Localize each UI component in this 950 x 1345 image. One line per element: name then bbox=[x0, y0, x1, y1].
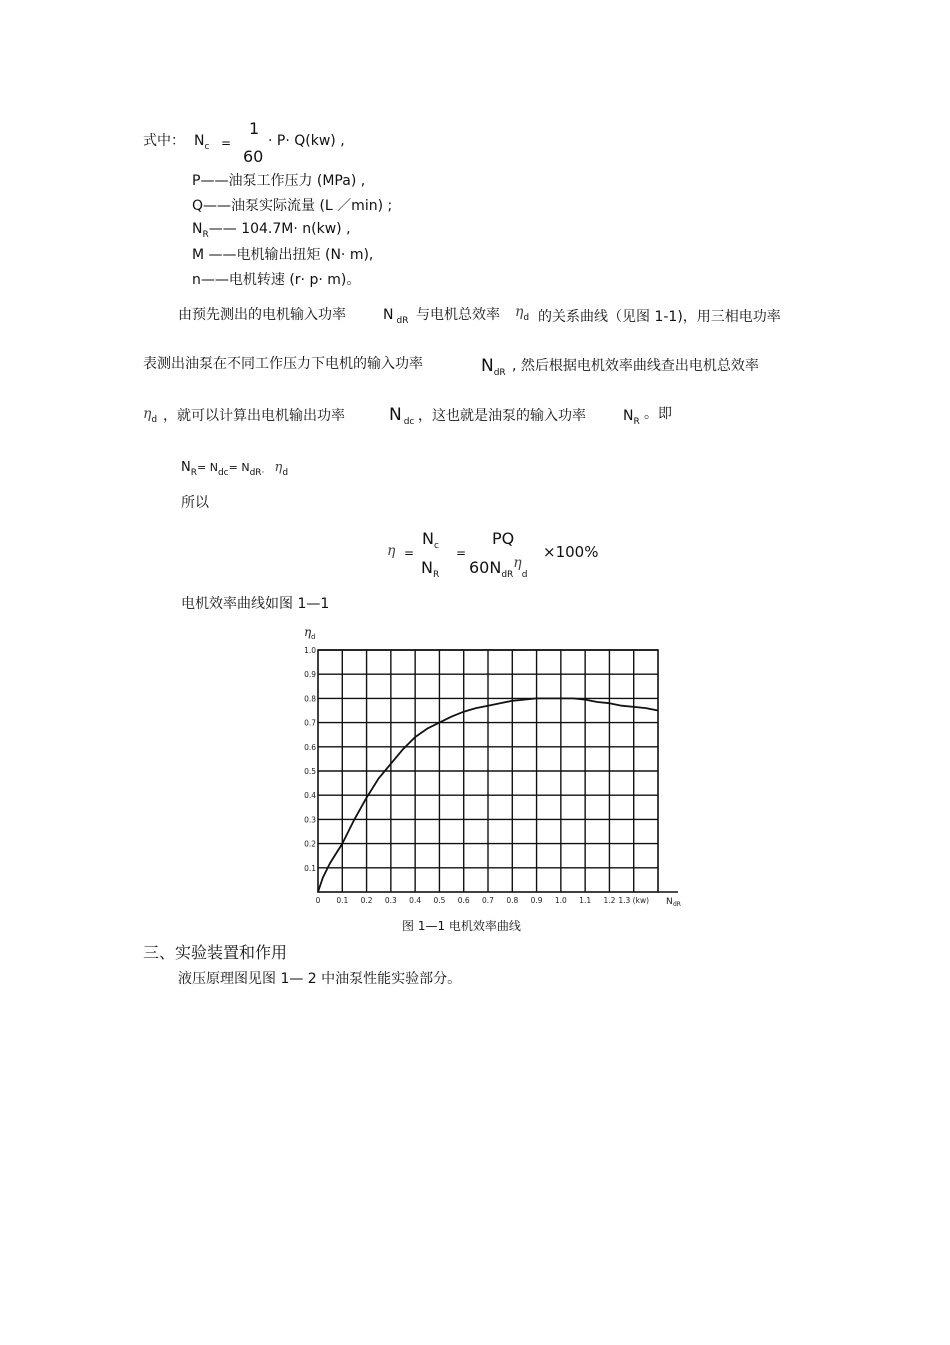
formula3-den1-sub: R bbox=[432, 570, 440, 580]
para-line1-eta bbox=[515, 303, 529, 323]
chart-x-tick-label: 0.8 bbox=[506, 896, 519, 905]
formula3-num1 bbox=[422, 530, 439, 551]
formula1-lhs-symbol: N bbox=[194, 133, 205, 149]
para-line3-eta-symbol: η bbox=[143, 406, 152, 422]
formula3-den2-sub: dR bbox=[501, 570, 514, 580]
chart-y-axis-label: η bbox=[304, 625, 312, 639]
formula1-lhs-sub: c bbox=[204, 142, 210, 152]
formula3-den1-symbol: N bbox=[421, 558, 433, 577]
chart-x-tick-label: 1.0 bbox=[554, 896, 567, 905]
chart-y-tick-label: 1.0 bbox=[304, 646, 316, 655]
chart-y-tick-label: 0.4 bbox=[304, 791, 316, 801]
para-line3-b: ，这也就是油泵的输入功率 bbox=[418, 408, 586, 424]
chart-y-tick-label: 0.3 bbox=[304, 815, 316, 825]
def-nr-sub: R bbox=[202, 230, 209, 240]
chart-y-tick-label: 0.1 bbox=[304, 863, 316, 873]
para-line1-a: 由预先测出的电机输入功率 bbox=[178, 307, 346, 323]
formula2-n2: = N bbox=[197, 461, 218, 474]
chart-x-axis-label: N bbox=[666, 897, 673, 907]
chart-x-tick-label: 0.6 bbox=[457, 896, 470, 905]
para-line2-ndr bbox=[481, 357, 506, 378]
formula3-num1-sub: c bbox=[433, 541, 439, 551]
formula1-lhs bbox=[194, 132, 209, 152]
chart-y-tick-label: 0.5 bbox=[304, 767, 316, 776]
formula3-eta: η bbox=[387, 543, 396, 559]
chart-y-axis-label-sub: d bbox=[311, 633, 316, 641]
formula2-eta: η bbox=[274, 460, 283, 475]
formula3-eq2: = bbox=[456, 546, 467, 560]
last-line: 液压原理图见图 1— 2 中油泵性能实验部分。 bbox=[178, 971, 462, 987]
formula3-num1-symbol: N bbox=[422, 529, 434, 548]
para-line1-ndr-sub: dR bbox=[396, 316, 409, 326]
para-line3-nr-sub: R bbox=[633, 417, 640, 427]
para-line2-a: 表测出油泵在不同工作压力下电机的输入功率 bbox=[143, 356, 423, 372]
formula3-den2-symbol: 60N bbox=[469, 558, 502, 577]
para-line2-b: , 然后根据电机效率曲线查出电机总效率 bbox=[512, 358, 759, 374]
para-line3-ndc-sub: dc bbox=[403, 417, 415, 427]
para-line1-ndr bbox=[383, 306, 408, 326]
def-q: Q——油泵实际流量 (L ／min) ; bbox=[192, 198, 393, 214]
para-line3-ndc-symbol: N bbox=[389, 405, 402, 425]
formula1-numerator: 1 bbox=[249, 119, 260, 138]
para-line3-nr bbox=[623, 407, 640, 427]
formula2-n3: = N bbox=[228, 461, 250, 474]
formula2-s1: R bbox=[190, 468, 197, 478]
para-line3-eta bbox=[143, 405, 157, 425]
def-nr-symbol: N bbox=[192, 221, 203, 237]
efficiency-chart bbox=[300, 622, 690, 912]
formula1-rhs: · P· Q(kw) , bbox=[268, 133, 345, 149]
para-line1-eta-symbol: η bbox=[515, 304, 524, 320]
def-m: M ——电机输出扭矩 (N· m), bbox=[192, 247, 374, 263]
formula2-n1: N bbox=[181, 460, 191, 475]
chart-y-tick-label: 0.7 bbox=[304, 718, 316, 728]
chart-y-tick-label: 0.6 bbox=[304, 742, 316, 752]
chart-x-tick-label: 0.5 bbox=[433, 896, 446, 905]
formula1-eq: = bbox=[221, 136, 232, 150]
chart-x-tick-label: 0.7 bbox=[482, 896, 494, 905]
figure-caption: 图 1—1 电机效率曲线 bbox=[402, 919, 521, 933]
chart-x-tick-label: 0.9 bbox=[530, 896, 543, 905]
def-nr-text: —— 104.7M· n(kw) , bbox=[208, 221, 351, 237]
chart-y-tick-label: 0.8 bbox=[304, 694, 316, 704]
formula3-num2: PQ bbox=[492, 529, 515, 548]
figure-intro: 电机效率曲线如图 1—1 bbox=[181, 596, 330, 612]
chart-x-tick-label: 1.2 bbox=[603, 896, 616, 905]
def-p: P——油泵工作压力 (MPa) , bbox=[192, 173, 366, 189]
para-line3-ndc bbox=[389, 406, 414, 427]
para-line3-nr-symbol: N bbox=[623, 408, 634, 424]
def-nr bbox=[192, 220, 351, 240]
chart-x-tick-label: 1.1 bbox=[579, 896, 592, 905]
chart-y-tick-label: 0.2 bbox=[304, 839, 316, 849]
formula2-s4: d bbox=[282, 468, 289, 478]
formula3-den2-eta: η bbox=[513, 555, 522, 571]
para-line2-ndr-symbol: N bbox=[481, 356, 494, 376]
para-line2-ndr-sub: dR bbox=[493, 368, 506, 378]
formula3-den2-eta-sub: d bbox=[521, 570, 528, 580]
formula3-den1 bbox=[421, 559, 439, 580]
chart-x-tick-label: 1.3 (kw) bbox=[618, 896, 650, 905]
para-line3-c: 。即 bbox=[644, 406, 672, 422]
para-line1-ndr-symbol: N bbox=[383, 307, 394, 323]
para-line1-b: 与电机总效率 bbox=[416, 307, 500, 323]
chart-x-axis-label-sub: dR bbox=[673, 901, 681, 908]
formula2 bbox=[181, 459, 288, 478]
chart-x-tick-label: 0.3 bbox=[384, 896, 397, 905]
para-line3-eta-sub: d bbox=[151, 415, 158, 425]
chart-x-tick-label: 0.4 bbox=[409, 896, 422, 905]
formula2-s2: dc bbox=[217, 468, 229, 478]
para-line3-a: ，就可以计算出电机输出功率 bbox=[163, 408, 345, 424]
section-heading: 三、实验装置和作用 bbox=[143, 943, 288, 962]
para-line1-c: 的关系曲线（见图 1-1)，用三相电功率 bbox=[538, 309, 781, 325]
formula3-eq1: = bbox=[404, 546, 415, 560]
formula3-tail: ×100% bbox=[543, 543, 599, 561]
formula2-s3: dR· bbox=[249, 468, 265, 478]
suoyi-text: 所以 bbox=[181, 495, 209, 511]
para-line1-eta-sub: d bbox=[523, 313, 530, 323]
def-n: n——电机转速 (r· p· m)。 bbox=[192, 272, 361, 288]
chart-x-tick-label: 0 bbox=[315, 896, 321, 905]
formula1-denominator: 60 bbox=[243, 147, 264, 166]
chart-x-tick-label: 0.1 bbox=[336, 896, 349, 905]
formula1-prefix: 式中： bbox=[143, 133, 185, 149]
chart-x-tick-label: 0.2 bbox=[360, 896, 373, 905]
chart-y-tick-label: 0.9 bbox=[304, 670, 316, 680]
formula3-den2 bbox=[469, 555, 528, 580]
